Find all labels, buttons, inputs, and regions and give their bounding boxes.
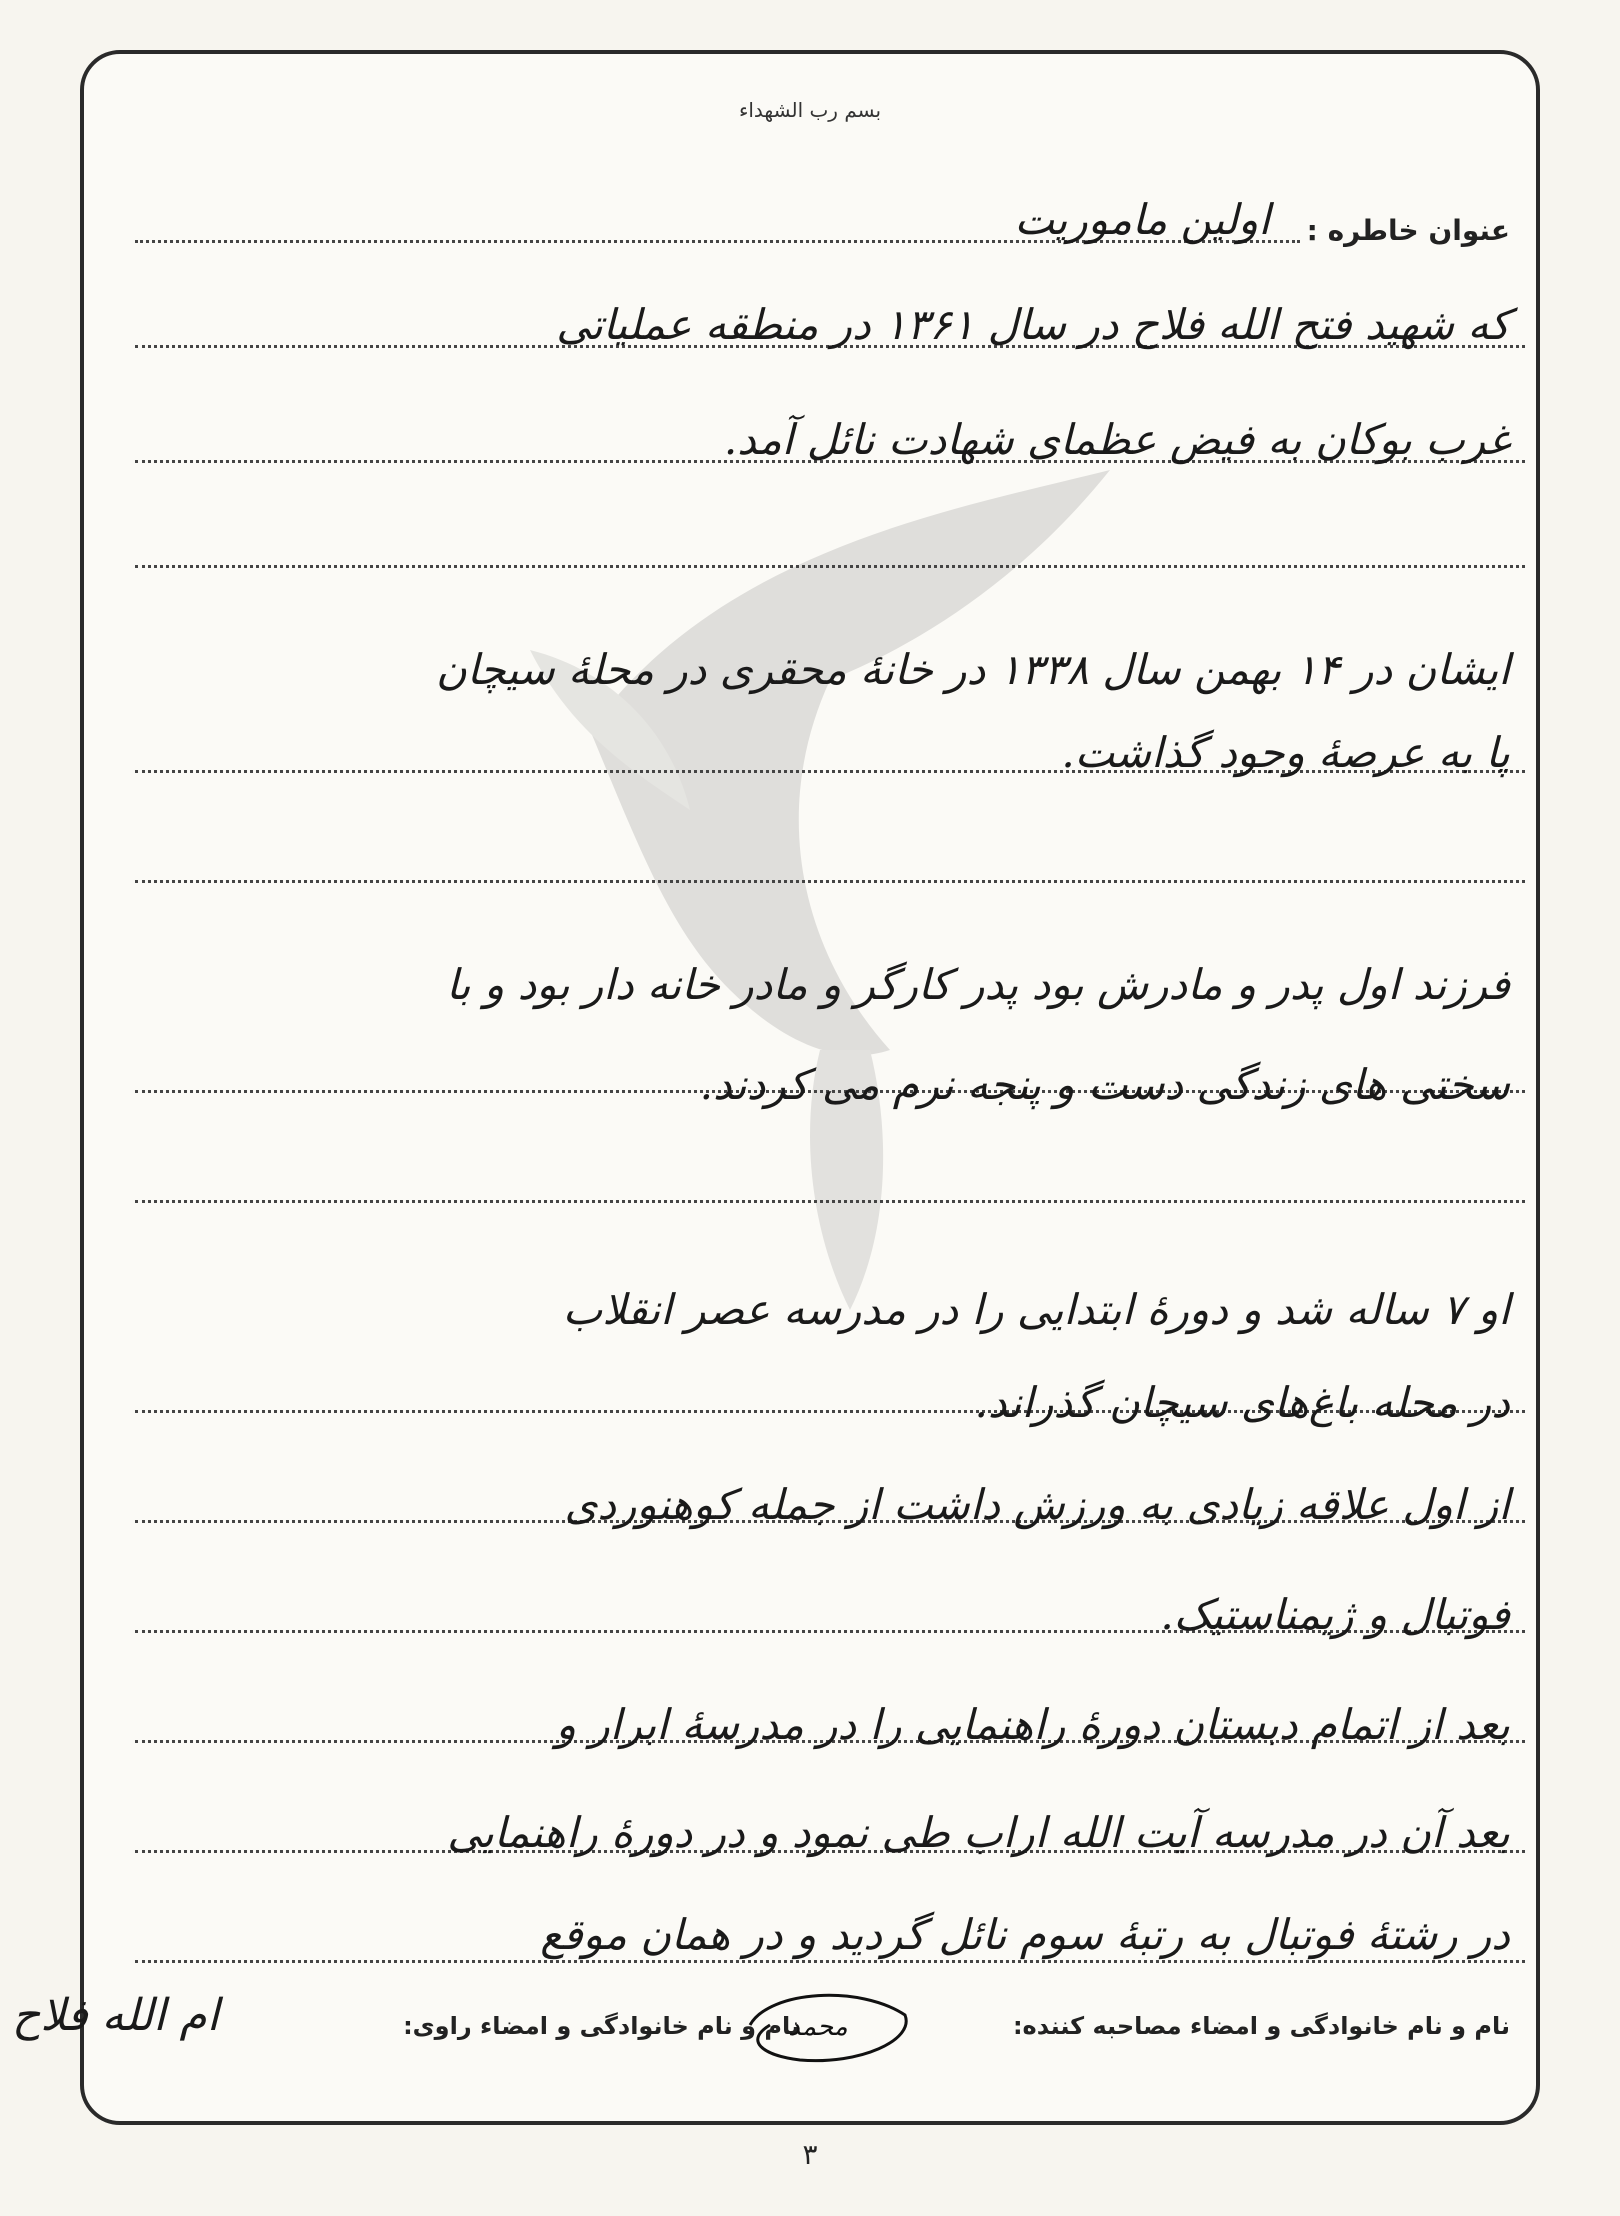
body-line: پا به عرصهٔ وجود گذاشت. <box>1061 728 1510 777</box>
ruled-line <box>135 880 1525 883</box>
body-line: او ۷ ساله شد و دورهٔ ابتدایی را در مدرسه عصر انقلاب <box>562 1285 1510 1334</box>
ruled-line <box>135 1200 1525 1203</box>
body-line: در محله باغ‌های سیچان گذراند. <box>974 1378 1510 1427</box>
body-line: بعد از اتمام دبستان دورهٔ راهنمایی را در مدرسهٔ ابرار و <box>555 1700 1510 1749</box>
body-line: از اول علاقه زیادی به ورزش داشت از جمله کوهنوردی <box>564 1480 1510 1529</box>
body-line: سختی های زندگی دست و پنجه نرم می کردند. <box>699 1060 1510 1109</box>
ruled-line <box>135 565 1525 568</box>
memory-title-value: اولین ماموریت <box>1014 195 1270 244</box>
bismillah-header: بسم رب الشهداء <box>738 98 882 122</box>
body-line: ایشان در ۱۴ بهمن سال ۱۳۳۸ در خانهٔ محقری در محلهٔ سیچان <box>436 645 1510 694</box>
body-line: فوتبال و ژیمناستیک. <box>1160 1590 1510 1639</box>
interviewer-signature <box>740 1985 920 2075</box>
interviewer-signature-label: نام و نام خانوادگی و امضاء مصاحبه کننده: <box>1012 2012 1510 2040</box>
ruled-line <box>135 1960 1525 1963</box>
body-line: بعد آن در مدرسه آیت الله اراب طی نمود و در دورهٔ راهنمایی <box>447 1808 1510 1857</box>
page-number: ۳ <box>802 2138 818 2171</box>
narrator-signature-label: نام و نام خانوادگی و امضاء راوی: <box>403 2012 800 2040</box>
memory-title-label: عنوان خاطره : <box>1306 214 1510 247</box>
body-line: غرب بوکان به فیض عظمای شهادت نائل آمد. <box>723 415 1510 464</box>
body-line: فرزند اول پدر و مادرش بود پدر کارگر و مادر خانه دار بود و با <box>446 960 1510 1009</box>
interviewer-signature-text: محمد <box>788 2012 848 2042</box>
body-line: در رشتهٔ فوتبال به رتبهٔ سوم نائل گردید و در همان موقع <box>540 1910 1510 1959</box>
narrator-signature: ام الله فلاح <box>12 1990 219 2041</box>
body-line: که شهید فتح الله فلاح در سال ۱۳۶۱ در منطقه عملیاتی <box>556 300 1510 349</box>
